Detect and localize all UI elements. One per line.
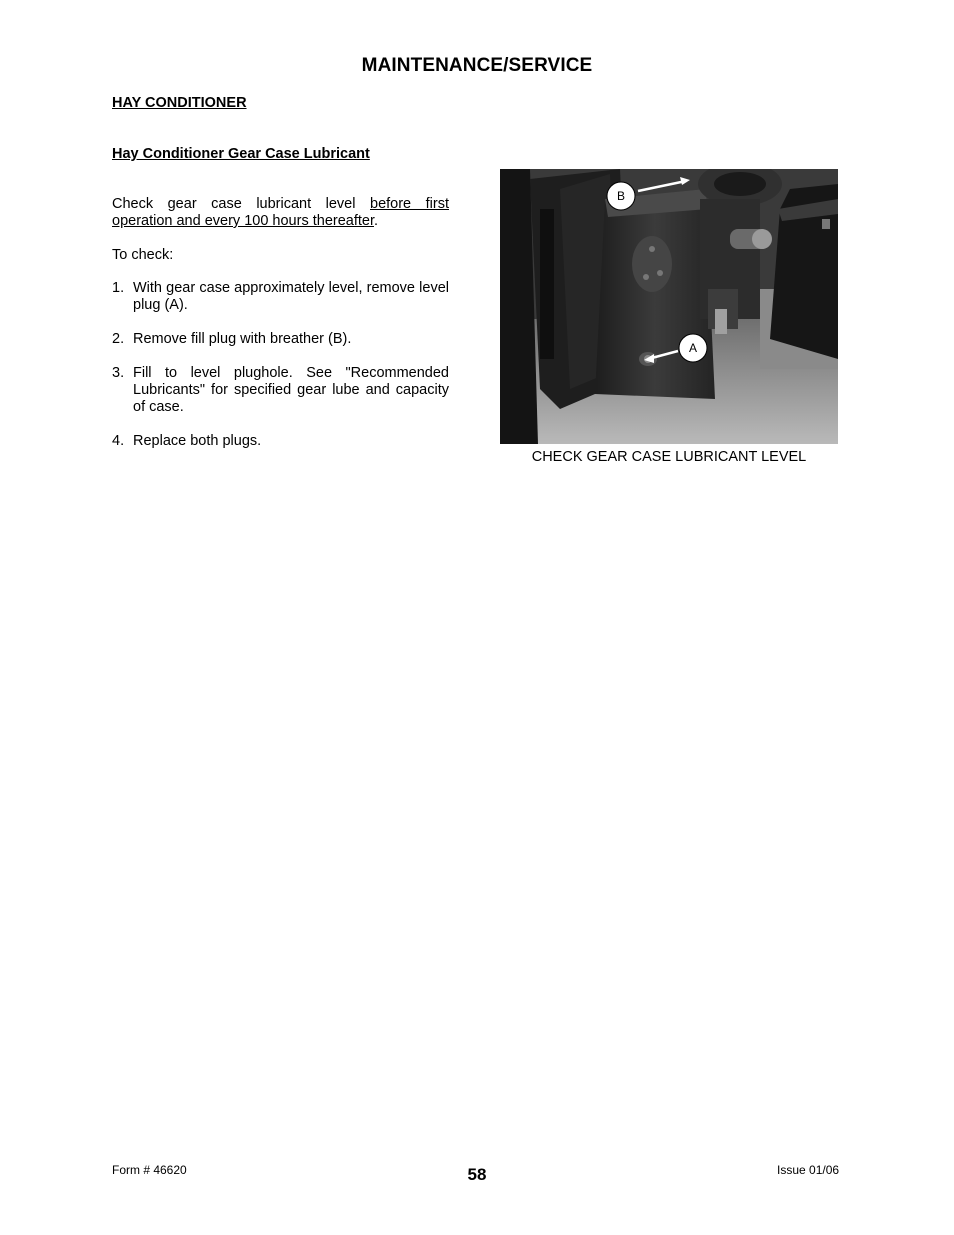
step-text: Remove fill plug with breather (B). xyxy=(133,331,352,347)
form-number: Form # 46620 xyxy=(112,1163,187,1177)
step-item xyxy=(112,331,449,348)
subsection-heading: Hay Conditioner Gear Case Lubricant xyxy=(112,146,370,162)
section-heading: HAY CONDITIONER xyxy=(112,95,247,111)
step-number: 2. xyxy=(112,331,125,347)
step-text: With gear case approximately level, remove level plug (A). xyxy=(133,280,449,313)
step-text: Fill to level plughole. See "Recommended Lubricants" for specified gear lube and capacity of case. xyxy=(133,365,449,415)
step-text: Replace both plugs. xyxy=(133,433,262,449)
gear-case-illustration xyxy=(500,169,838,444)
step-number: 1. xyxy=(112,280,125,296)
intro-end: . xyxy=(373,213,379,229)
gear-case-photo xyxy=(500,169,838,444)
intro-paragraph xyxy=(112,196,449,230)
issue-date: Issue 01/06 xyxy=(777,1163,840,1177)
page-number: 58 xyxy=(467,1165,487,1184)
step-item xyxy=(112,433,449,450)
step-item xyxy=(112,365,449,416)
callout-a-label: A xyxy=(688,341,698,355)
step-number: 4. xyxy=(112,433,125,449)
step-number: 3. xyxy=(112,365,125,381)
figure-caption: CHECK GEAR CASE LUBRICANT LEVEL xyxy=(531,449,807,465)
step-item xyxy=(112,280,449,314)
to-check-label: To check: xyxy=(112,247,174,263)
intro-text: Check gear case lubricant level xyxy=(112,196,370,212)
page-title: MAINTENANCE/SERVICE xyxy=(361,55,593,76)
callout-b-label: B xyxy=(616,189,626,203)
intro-underlined-text: before first operation and every 100 hours thereafter xyxy=(112,196,449,229)
steps-list xyxy=(112,280,449,467)
